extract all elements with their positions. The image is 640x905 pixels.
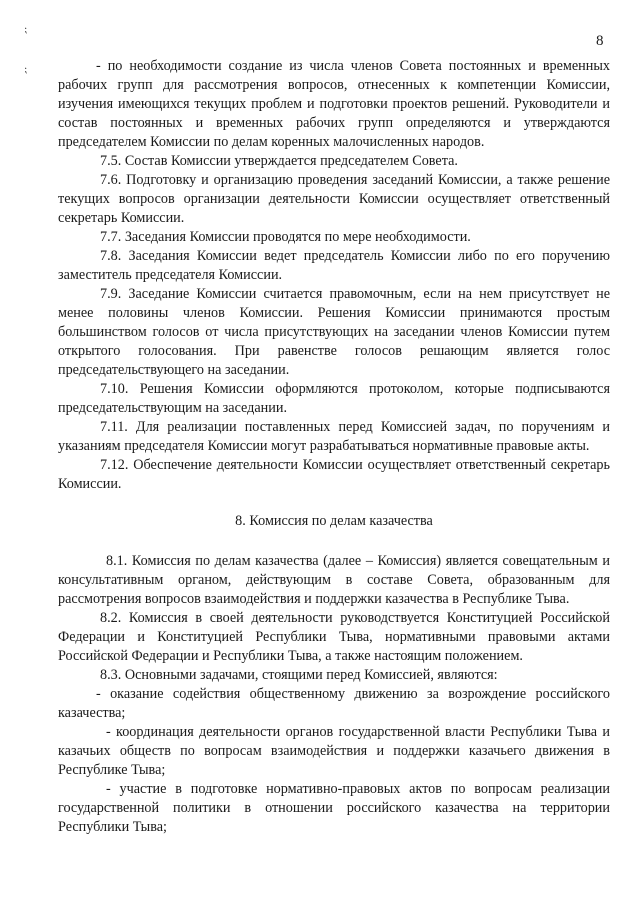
paragraph: 7.7. Заседания Комиссии проводятся по мере необходимости. [100,229,471,245]
paragraph: 7.12. Обеспечение деятельности Комиссии осуществляет ответственный секретарь Комиссии. [58,457,610,492]
list-item: - оказание содействия общественному движению за возрождение российского казачества; [58,686,610,721]
paragraph: 8.3. Основными задачами, стоящими перед Комиссией, являются: [100,667,498,683]
list-item: - участие в подготовке нормативно-правовых актов по вопросам реализации государственной политики в отношении российского казачества на территории Республики Тыва; [58,781,610,835]
page-number: 8 [596,33,604,49]
paragraph: 7.9. Заседание Комиссии считается правомочным, если на нем присутствует не менее половины членов Комиссии. Решения Комиссии принимаются простым большинством голосов от числа присутствующих на заседании членов Комиссии путем открытого голосования. При равенстве голосов решающим является голос председательствующего на заседании. [58,286,610,378]
paragraph: 7.6. Подготовку и организацию проведения заседаний Комиссии, а также решение текущих вопросов организации деятельности Комиссии осуществляет ответственный секретарь Комиссии. [58,172,610,226]
paragraph: 7.11. Для реализации поставленных перед Комиссией задач, по поручениям и указаниям председателя Комиссии могут разрабатываться нормативные правовые акты. [58,419,610,454]
paragraph: 7.10. Решения Комиссии оформляются протоколом, которые подписываются председательствующим на заседании. [58,381,610,416]
paragraph: 7.8. Заседания Комиссии ведет председатель Комиссии либо по его поручению заместитель председателя Комиссии. [58,248,610,283]
list-item: - координация деятельности органов государственной власти Республики Тыва и казачьих обществ по вопросам взаимодействия и поддержки казачьего движения в Республике Тыва; [58,724,610,778]
document-body [58,57,610,837]
paragraph: 7.5. Состав Комиссии утверждается председателем Совета. [100,153,458,169]
scan-mark: ⁏ [24,24,28,35]
paragraph: 8.2. Комиссия в своей деятельности руководствуется Конституцией Российской Федерации и Конституцией Республики Тыва, нормативными правовыми актами Российской Федерации и Республики Тыва, а также настоящим положением. [58,610,610,664]
paragraph: - по необходимости создание из числа членов Совета постоянных и временных рабочих групп для рассмотрения вопросов, отнесенных к компетенции Комиссии, изучения имеющихся текущих проблем и подготовки проектов решений. Руководители и состав постоянных и временных рабочих групп определяются и утверждаются председателем Комиссии по делам коренных малочисленных народов. [58,58,610,150]
scan-mark: ⁏ [24,64,28,75]
section-heading: 8. Комиссия по делам казачества [235,513,433,529]
paragraph: 8.1. Комиссия по делам казачества (далее – Комиссия) является совещательным и консультативным органом, действующим в составе Совета, образованным для рассмотрения вопросов взаимодействия и поддержки казачества в Республике Тыва. [58,553,610,607]
